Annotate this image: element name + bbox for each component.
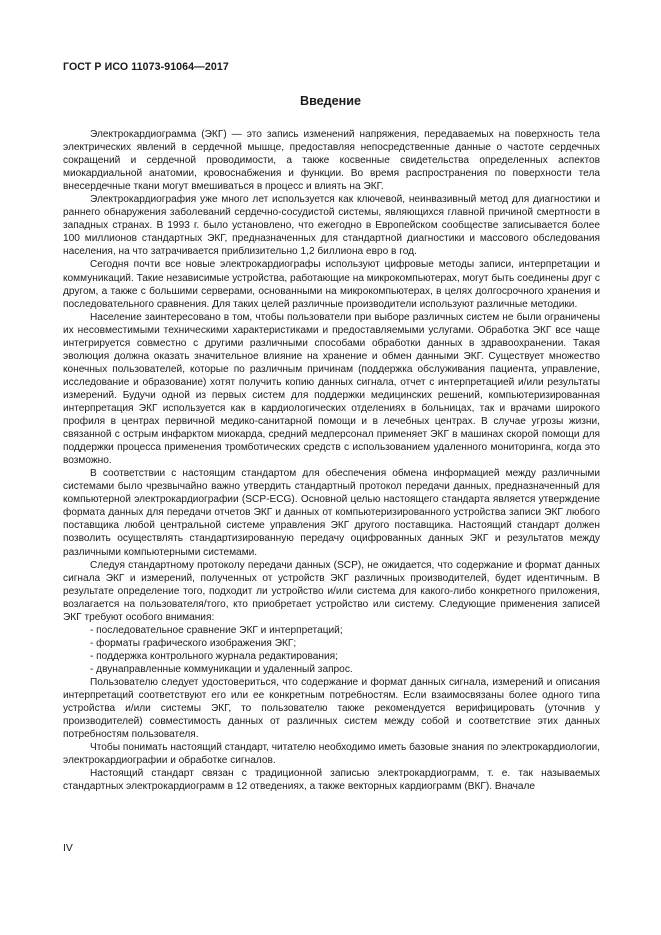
- paragraph: Чтобы понимать настоящий стандарт, читателю необходимо иметь базовые знания по электрокардиологии, электрокардиографии и обработке сигналов.: [63, 742, 600, 767]
- page-number: IV: [63, 843, 73, 854]
- list-item: - поддержка контрольного журнала редактирования;: [90, 650, 338, 662]
- paragraph: Население заинтересовано в том, чтобы пользователи при выборе различных систем не были ограничены их несовместимыми техническими характеристиками и предоставляемыми услугами. Обработка ЭКГ все чаще интегрируется совместно с другими различными способами обработки данных в здравоохранении. Такая эволюция должна оказать значительное влияние на хранение и обмен данными ЭКГ. Существует множество конечных пользователей, которые по различным причинам (поддержка обслуживания пациента, управление, исследование и образование) хотят получить копию данных сигнала, отчет с интерпретацией и/или результаты измерений. Будучи одной из первых систем для поддержки медицинских решений, компьютеризированная интерпретация ЭКГ используется как в кардиологических отделениях в больницах, так и врачами широкого профиля в центрах первичной медико-санитарной помощи и в лечебных центрах. В случае угрозы жизни, связанной с острым инфарктом миокарда, средний медперсонал применяет ЭКГ в машинах скорой помощи для поддержки процесса применения тромботических средств с использованием удаленного мониторинга, когда это возможно.: [63, 311, 600, 467]
- applications-list: [63, 624, 600, 676]
- section-title: Введение: [299, 94, 362, 108]
- paragraph: Электрокардиограмма (ЭКГ) — это запись изменений напряжения, передаваемых на поверхность тела электрических явлений в сердечной мышце, предоставляя непосредственные данные о частоте сердечных сокращений и сердечной проводимости, а также косвенные свидетельства определенных аспектов миокардиальной анатомии, кровоснабжения и функции. Во время распространения по поверхности тела внесердечные ткани могут вмешиваться в процесс и влиять на ЭКГ.: [63, 129, 600, 193]
- paragraph: Настоящий стандарт связан с традиционной записью электрокардиограмм, т. е. так называемых стандартных электрокардиограмм в 12 отведениях, а также векторных кардиограмм (ВКГ). Вначале: [63, 768, 600, 793]
- paragraph: Электрокардиография уже много лет используется как ключевой, неинвазивный метод для диагностики и раннего обнаружения заболеваний сердечно-сосудистой системы, являющихся главной причиной смертности в западных странах. В 1993 г. было установлено, что ежегодно в Европейском сообществе записывается более 100 миллионов стандартных ЭКГ, предназначенных для стандартной диагностики и массового обследования населения, на что затрачивается приблизительно 1,2 биллиона евро в год.: [63, 194, 600, 258]
- paragraph: Сегодня почти все новые электрокардиографы используют цифровые методы записи, интерпретации и коммуникаций. Такие независимые устройства, работающие на микрокомпьютерах, могут быть соединены друг с другом, а также с большими серверами, основанными на микрокомпьютерах, в целях долгосрочного хранения и последовательного сравнения. Для таких целей различные производители используют различные методики.: [63, 259, 600, 310]
- paragraph: Следуя стандартному протоколу передачи данных (SCP), не ожидается, что содержание и формат данных сигнала ЭКГ и измерений, полученных от устройств ЭКГ различных производителей, будет идентичным. В результате определение того, подходит ли устройство и/или система для какого-либо конкретного приложения, возлагается на пользователя/того, кто приобретает устройство или систему. Следующие применения записей ЭКГ требуют особого внимания:: [63, 559, 600, 623]
- list-item: - двунаправленные коммуникации и удаленный запрос.: [90, 663, 353, 675]
- paragraph: В соответствии с настоящим стандартом для обеспечения обмена информацией между различными системами было чрезвычайно важно утвердить стандартный протокол передачи данных, предназначенный для компьютерной электрокардиографии (SCP-ECG). Основной целью настоящего стандарта является утверждение формата данных для передачи отчетов ЭКГ и данных от компьютеризированного устройства записи ЭКГ любого поставщика любой центральной системе управления ЭКГ другого поставщика. Настоящий стандарт должен позволить осуществлять стандартизированную передачу оцифрованных данных ЭКГ и результатов между различными компьютерными системами.: [63, 468, 600, 558]
- list-item: - последовательное сравнение ЭКГ и интерпретаций;: [90, 624, 343, 636]
- list-item: - форматы графического изображения ЭКГ;: [90, 637, 297, 649]
- paragraph: Пользователю следует удостовериться, что содержание и формат данных сигнала, измерений и описания интерпретаций соответствуют его или ее конкретным потребностям. Если взаимосвязаны более одного типа устройства и/или системы ЭКГ, то пользователю также рекомендуется верифицировать (уточнив у производителей) совместимость данных от различных систем между собой и соответствие этих данных потребностям пользователя.: [63, 676, 600, 741]
- document-code-header: ГОСТ Р ИСО 11073-91064—2017: [63, 61, 229, 73]
- body-text: [63, 128, 600, 793]
